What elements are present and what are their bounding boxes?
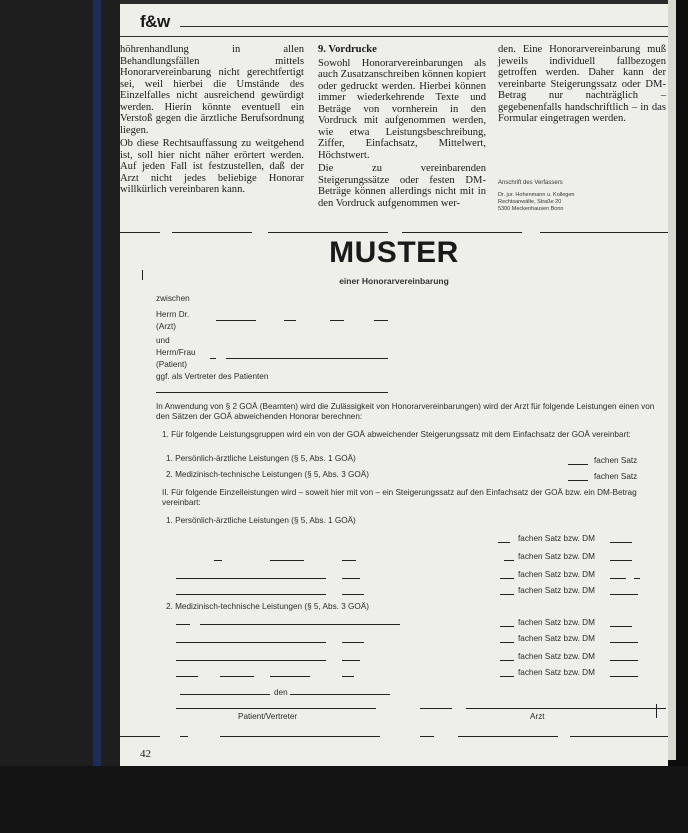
rate-label: fachen Satz bzw. DM [518, 570, 595, 579]
paragraph: Die zu vereinbarenden Steigerungssätze oder festen DM-Beträge können allerdings nicht mit in den Vordruck aufgenommen wer- [318, 163, 486, 209]
rate-field-dash[interactable] [500, 626, 514, 627]
form-item-2b: 2. Medizinisch-technische Leistungen (§ 5, Abs. 3 GOÄ) [166, 602, 369, 611]
bottom-rule [420, 736, 434, 737]
line-field[interactable] [342, 578, 360, 579]
line-field[interactable] [176, 660, 326, 661]
address-title: Anschrift des Verfassers [498, 180, 563, 186]
line-field[interactable] [176, 624, 190, 625]
paragraph: Ob diese Rechtsauffassung zu weitgehend ist, soll hier nicht näher erörtert werden. Auf jeden Fall ist festzustellen, daß der Arzt nicht jedes beliebige Honorar willkürlich vereinbaren kann. [120, 138, 304, 195]
line-field[interactable] [176, 578, 326, 579]
line-field[interactable] [342, 642, 364, 643]
rate-label: fachen Satz bzw. DM [518, 534, 595, 543]
line-field[interactable] [214, 560, 222, 561]
rate-label: fachen Satz bzw. DM [518, 586, 595, 595]
rate-label: fachen Satz bzw. DM [518, 652, 595, 661]
form-item-2a: 1. Persönlich-ärztliche Leistungen (§ 5, Abs. 1 GOÄ) [166, 516, 356, 525]
rate-label: fachen Satz bzw. DM [518, 668, 595, 677]
rate-field[interactable] [610, 642, 638, 643]
form-item-1a: 1. Persönlich-ärztliche Leistungen (§ 5, Abs. 1 GOÄ) [166, 454, 356, 463]
rate-field-dash[interactable] [500, 642, 514, 643]
bottom-rule [220, 736, 380, 737]
line-field[interactable] [270, 560, 304, 561]
label-arzt-signature: Arzt [530, 712, 545, 721]
page-number: 42 [140, 748, 151, 760]
label-den: den [274, 688, 288, 697]
bottom-dark [0, 766, 688, 833]
rate-field[interactable] [634, 578, 640, 579]
item-1a-rate: fachen Satz [594, 456, 638, 465]
paragraph: höhrenhandlung in allen Behandlungsfällen mittels Honorarvereinbarung nicht gerechtfertigt sei, weil hierbei die Umstände des Einzelfalles nicht ausreichend gewürdigt werden. Hierin könnte eventuell ein Verstoß gegen die ärztliche Berufsordnung liegen. [120, 44, 304, 136]
rate-field[interactable] [610, 578, 626, 579]
bottom-rule [458, 736, 558, 737]
rate-field-dash[interactable] [500, 676, 514, 677]
patient-signature-line[interactable] [176, 708, 376, 709]
paragraph: den. Eine Honorarvereinbarung muß jeweils individuell fallbezogen getroffen werden. Daher kann der vereinbarte Steigerungssatz oder DM-Betrag nur nachträglich – gegebenenfalls handschriftlich – in das Formular eingetragen werden. [498, 44, 666, 124]
rate-label: fachen Satz bzw. DM [518, 634, 595, 643]
field-patient-a[interactable] [210, 358, 216, 359]
paragraph: Sowohl Honorarvereinbarungen als auch Zusatzanschreiben können kopiert oder gedruckt werden. Hierbei können immer wiederkehrende Texte und Beträge von vornherein in den Vordruck mit aufgenommen werden, wie etwa Leistungsbeschreibung, Ziffer, Einfachsatz, Mittelwert, Höchstwert. [318, 57, 486, 161]
rate-field[interactable] [610, 676, 638, 677]
rate-field-dash[interactable] [500, 578, 514, 579]
header-rule-2 [120, 36, 668, 37]
rate-field[interactable] [610, 626, 632, 627]
field-item-1a[interactable] [568, 464, 588, 465]
field-arzt-name[interactable] [216, 320, 256, 321]
header-rule [180, 26, 668, 27]
form-intro: In Anwendung von § 2 GOÄ (Beamten) wird die Zulässigkeit von Honorarvereinbarungen) wird der Arzt für folgende Leistungen einen von den Sätzen der GOÄ abweichenden Honorar berechnen: [156, 402, 655, 421]
rate-field[interactable] [610, 594, 638, 595]
line-field[interactable] [176, 642, 326, 643]
arzt-signature-line[interactable] [466, 708, 666, 709]
line-field[interactable] [342, 594, 364, 595]
section-divider [120, 232, 668, 233]
form-item-1b: 2. Medizinisch-technische Leistungen (§ 5, Abs. 3 GOÄ) [166, 470, 369, 479]
rate-field-dash[interactable] [500, 594, 514, 595]
document-page [120, 4, 668, 766]
label-zwischen: zwischen [156, 294, 190, 303]
line-field[interactable] [342, 676, 354, 677]
right-edge [668, 0, 688, 833]
rate-field[interactable] [610, 542, 632, 543]
field-item-1b[interactable] [568, 480, 588, 481]
form-title: MUSTER [329, 236, 459, 269]
bottom-rule [180, 736, 188, 737]
label-herr-dr: Herrn Dr. [156, 310, 190, 319]
date-field[interactable] [290, 694, 390, 695]
field-arzt-name-4[interactable] [374, 320, 388, 321]
bottom-rule [120, 736, 160, 737]
address-line: 5300 Meckenhausen Bonn [498, 206, 564, 212]
line-field[interactable] [176, 676, 198, 677]
line-field[interactable] [220, 676, 254, 677]
label-und: und [156, 336, 170, 345]
margin-mark [142, 270, 143, 280]
rate-field-dash[interactable] [498, 542, 510, 543]
line-field[interactable] [176, 594, 326, 595]
rate-label: fachen Satz bzw. DM [518, 552, 595, 561]
field-arzt-name-2[interactable] [284, 320, 296, 321]
field-patient-name[interactable] [226, 358, 388, 359]
label-herr-frau: Herrn/Frau [156, 348, 196, 357]
article-column-1 [120, 44, 304, 198]
form-subtitle: einer Honorarvereinbarung [339, 276, 449, 286]
rate-field[interactable] [610, 660, 638, 661]
bottom-rule [570, 736, 668, 737]
line-field[interactable] [200, 624, 400, 625]
form-item-1: 1. Für folgende Leistungsgruppen wird ein von der GOÄ abweichender Steigerungssatz mit dem Einfachsatz der GOÄ vereinbart: [162, 430, 631, 439]
address-line: Rechtsanwälte, Straße 20 [498, 199, 562, 205]
field-arzt-name-3[interactable] [330, 320, 344, 321]
left-margin [0, 0, 120, 833]
margin-mark [656, 704, 657, 718]
label-vertreter: ggf. als Vertreter des Patienten [156, 372, 269, 381]
section-heading: 9. Vordrucke [318, 44, 377, 55]
rate-label: fachen Satz bzw. DM [518, 618, 595, 627]
rate-field[interactable] [610, 560, 632, 561]
signature-line[interactable] [420, 708, 452, 709]
line-field[interactable] [342, 660, 360, 661]
place-field[interactable] [180, 694, 270, 695]
rate-field-dash[interactable] [500, 660, 514, 661]
rate-field-dash[interactable] [504, 560, 514, 561]
author-address [498, 180, 648, 213]
line-field[interactable] [270, 676, 310, 677]
label-patient-vertreter: Patient/Vertreter [238, 712, 298, 721]
article-column-3 [498, 44, 666, 127]
form-item-2: II. Für folgende Einzelleistungen wird – soweit hier mit von – ein Steigerungssatz auf den Einfachsatz der GOÄ bzw. ein DM-Betrag vereinbart: [162, 488, 637, 507]
item-1b-rate: fachen Satz [594, 472, 638, 481]
label-arzt: (Arzt) [156, 322, 177, 331]
field-vertreter[interactable] [156, 392, 388, 393]
article-column-2 [318, 44, 486, 211]
label-patient: (Patient) [156, 360, 187, 369]
magazine-logo: f&w [140, 12, 170, 31]
address-line: Dr. jur. Hohenmann u. Kollegen [498, 192, 575, 198]
line-field[interactable] [342, 560, 356, 561]
